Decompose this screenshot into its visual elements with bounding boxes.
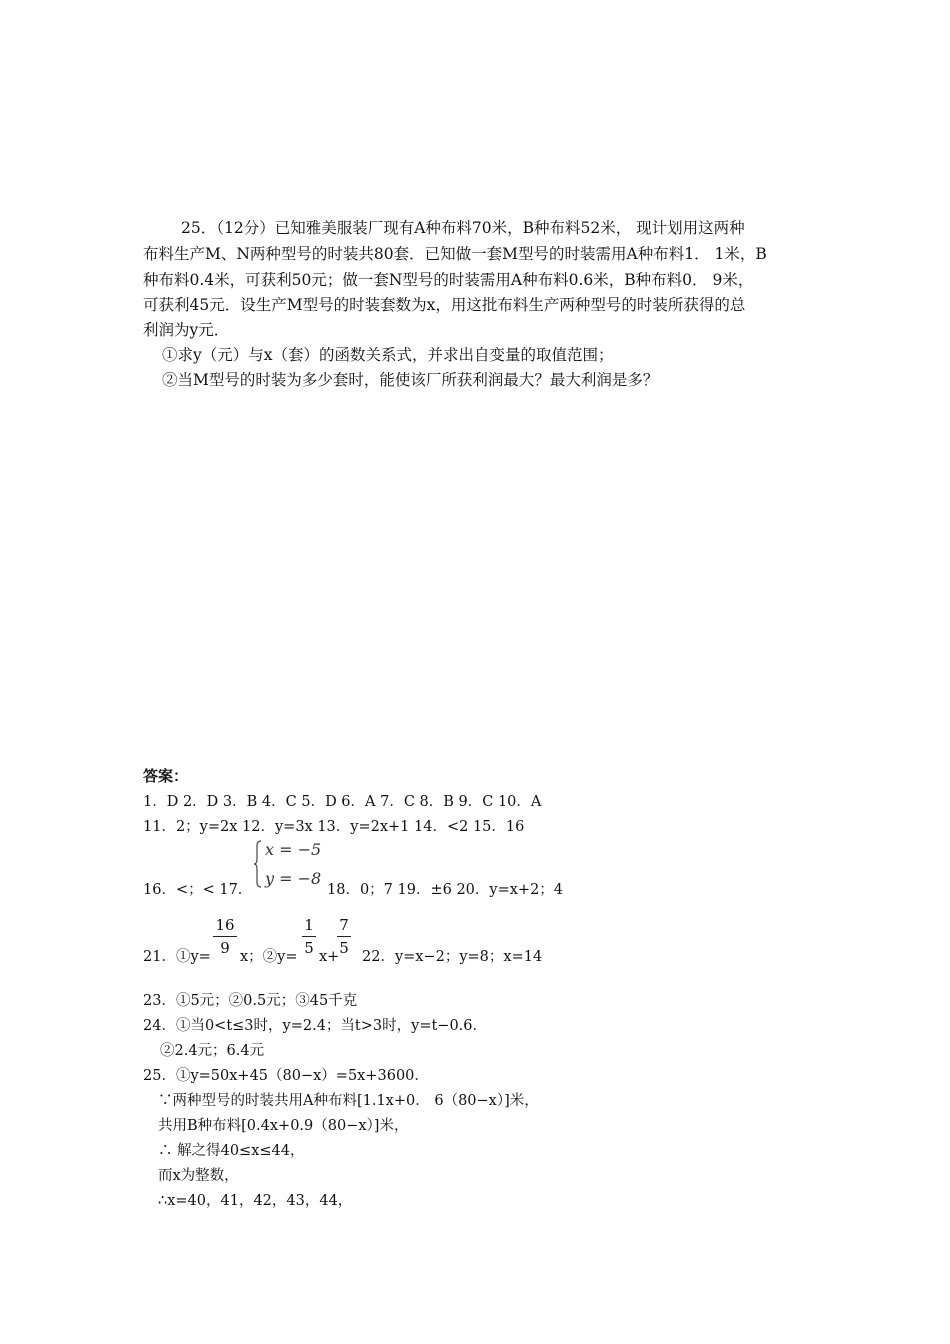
question-line-4: 可获利45元．设生产M型号的时装套数为x，用这批布料生产两种型号的时装所获得的总 <box>143 296 746 314</box>
answers-line-25-5: 而x为整数， <box>158 1168 239 1184</box>
answers-line-24b: ②2.4元；6.4元 <box>160 1043 265 1059</box>
answers-line-21a: 21．①y= <box>143 949 211 965</box>
fraction-denominator: 5 <box>304 939 314 957</box>
answers-line-25-1: 25．①y=50x+45（80−x）=5x+3600． <box>143 1068 429 1084</box>
question-line-2: 布料生产M、N两种型号的时装共80套．已知做一套M型号的时装需用A种布料1． 1米，B <box>143 245 767 263</box>
system-top-eq: x = −5 <box>265 840 322 859</box>
fraction-numerator: 7 <box>337 916 351 937</box>
answers-line-21c: x+ <box>319 949 340 965</box>
answers-line-1: 1．D 2．D 3．B 4．C 5．D 6．A 7．C 8．B 9．C 10．A <box>143 794 542 810</box>
fraction-numerator: 1 <box>302 916 316 937</box>
answers-line-23: 23．①5元；②0.5元；③45千克 <box>143 993 358 1009</box>
fraction-7-5 <box>337 916 351 957</box>
answers-line-16b: 18．0；7 19．±6 20．y=x+2；4 <box>327 882 564 898</box>
question-line-1: 25．（12分）已知雅美服装厂现有A种布料70米，B种布料52米， 现计划用这两种 <box>181 219 745 237</box>
fraction-1-5 <box>302 916 316 957</box>
question-sub1: ①求y（元）与x（套）的函数关系式，并求出自变量的取值范围； <box>162 346 614 364</box>
question-line-3: 种布料0.4米，可获利50元；做一套N型号的时装需用A种布料0.6米，B种布料0． 9米， <box>143 271 754 289</box>
answers-line-21d: 22．y=x−2；y=8；x=14 <box>362 949 543 965</box>
fraction-16-9 <box>213 916 237 957</box>
fraction-denominator: 5 <box>339 939 349 957</box>
answers-line-16a: 16．<；< 17． <box>143 882 253 898</box>
question-sub2: ②当M型号的时装为多少套时，能使该厂所获利润最大？最大利润是多？ <box>162 371 659 389</box>
answers-line-21b: x；②y= <box>240 949 298 965</box>
fraction-numerator: 16 <box>213 916 237 937</box>
system-bottom-eq: y = −8 <box>265 869 322 888</box>
answers-line-25-2: ∵两种型号的时装共用A种布料[1.1x+0． 6（80−x）]米， <box>158 1093 539 1109</box>
fraction-denominator: 9 <box>220 939 230 957</box>
answers-line-24: 24．①当0<t≤3时，y=2.4；当t>3时，y=t−0.6． <box>143 1018 488 1034</box>
answers-line-2: 11．2；y=2x 12．y=3x 13．y=2x+1 14．<2 15．16 <box>143 819 525 835</box>
answers-line-25-4: ∴ 解之得40≤x≤44， <box>158 1143 305 1159</box>
question-line-5: 利润为y元． <box>143 321 230 339</box>
answers-heading: 答案： <box>143 767 189 785</box>
system-brace-icon <box>254 840 262 888</box>
answers-line-25-6: ∴x=40，41，42，43，44， <box>158 1193 353 1209</box>
answers-line-25-3: 共用B种布料[0.4x+0.9（80−x）]米， <box>158 1118 409 1134</box>
